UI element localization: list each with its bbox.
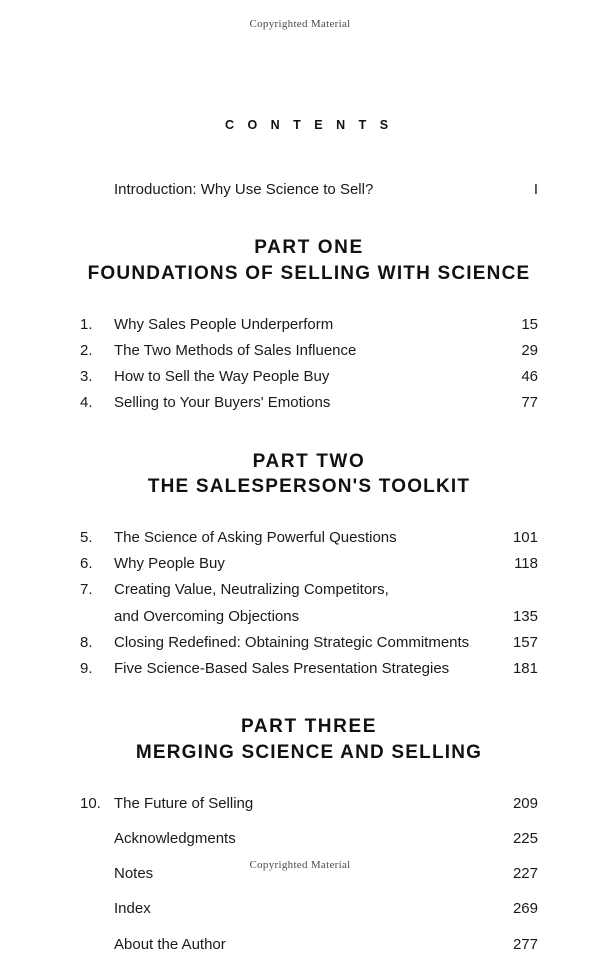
toc-entry-page: 135 [512,607,538,625]
toc-entry-number: 8. [80,633,93,651]
toc-entry-page: 227 [512,865,538,883]
toc-entry [80,391,538,414]
toc-group-part-one [80,313,538,415]
copyright-watermark-bottom: Copyrighted Material [249,859,351,871]
toc-entry-title: Acknowledgments [114,829,236,847]
toc-entry-title: The Future of Selling [114,794,254,812]
part-heading-two [80,449,538,500]
toc-entry-page: 225 [512,829,538,847]
toc-entry-about-the-author [80,933,538,956]
toc-entry-title: Why People Buy [114,555,225,573]
toc-entry [80,792,538,815]
contents-body [80,118,538,968]
part-label: PART THREE [241,716,377,738]
toc-entry-page: 157 [512,633,538,651]
toc-group-part-two [80,526,538,681]
toc-entry-page: 181 [512,660,538,678]
toc-entry-title: Why Sales People Underperform [114,315,334,333]
toc-entry-number: 2. [80,341,93,359]
toc-entry-number: 7. [80,581,93,599]
toc-entry-title: Index [114,900,151,918]
toc-entry-page: 29 [521,341,538,359]
toc-entry-number: 9. [80,660,93,678]
part-title: FOUNDATIONS OF SELLING WITH SCIENCE [87,262,531,284]
toc-entry-title: Selling to Your Buyers' Emotions [114,394,331,412]
part-label: PART ONE [254,237,364,259]
toc-entry-number: 10. [80,794,101,812]
toc-entry-number: 6. [80,555,93,573]
toc-entry [80,657,538,680]
toc-entry-title: The Science of Asking Powerful Questions [114,528,397,546]
toc-entry [80,313,538,336]
toc-entry [80,526,538,549]
toc-entry-page: 101 [512,528,538,546]
toc-entry-page: 277 [512,935,538,953]
toc-entry-number: 5. [80,528,93,546]
toc-group-part-three [80,792,538,956]
toc-entry-title: Notes [114,865,154,883]
toc-entry-number: 3. [80,368,93,386]
toc-entry [80,552,538,575]
toc-entry-page: 46 [521,368,538,386]
toc-entry-page: 118 [514,555,538,573]
toc-entry-title: The Two Methods of Sales Influence [114,341,357,359]
page-title: C O N T E N T S [224,118,394,132]
part-heading-one [80,235,538,286]
toc-entry [80,365,538,388]
toc-entry-title: Five Science-Based Sales Presentation Strategies [114,660,450,678]
toc-entry-title: Introduction: Why Use Science to Sell? [114,181,374,198]
toc-entry-title: Creating Value, Neutralizing Competitors, [114,581,389,599]
toc-entry-acknowledgments [80,827,538,850]
toc-entry-introduction [80,178,538,201]
part-title: THE SALESPERSON'S TOOLKIT [147,476,471,498]
toc-entry [80,339,538,362]
part-title: MERGING SCIENCE AND SELLING [135,741,483,763]
part-label: PART TWO [252,450,366,472]
part-heading-three [80,714,538,765]
toc-entry-title: Closing Redefined: Obtaining Strategic Commitments [114,633,470,651]
toc-entry-page: 77 [521,394,538,412]
toc-entry-number: 1. [80,315,93,333]
toc-entry [80,578,538,601]
toc-entry-page: I [533,181,538,198]
toc-entry-number: 4. [80,394,93,412]
toc-entry-page: 269 [512,900,538,918]
toc-entry-title: and Overcoming Objections [114,607,300,625]
copyright-watermark-top: Copyrighted Material [249,18,351,30]
toc-entry-title: About the Author [114,935,226,953]
toc-entry-page: 209 [512,794,538,812]
toc-entry-title: How to Sell the Way People Buy [114,368,330,386]
toc-entry [80,631,538,654]
toc-entry-continuation [80,605,538,628]
toc-entry-page: 15 [521,315,538,333]
